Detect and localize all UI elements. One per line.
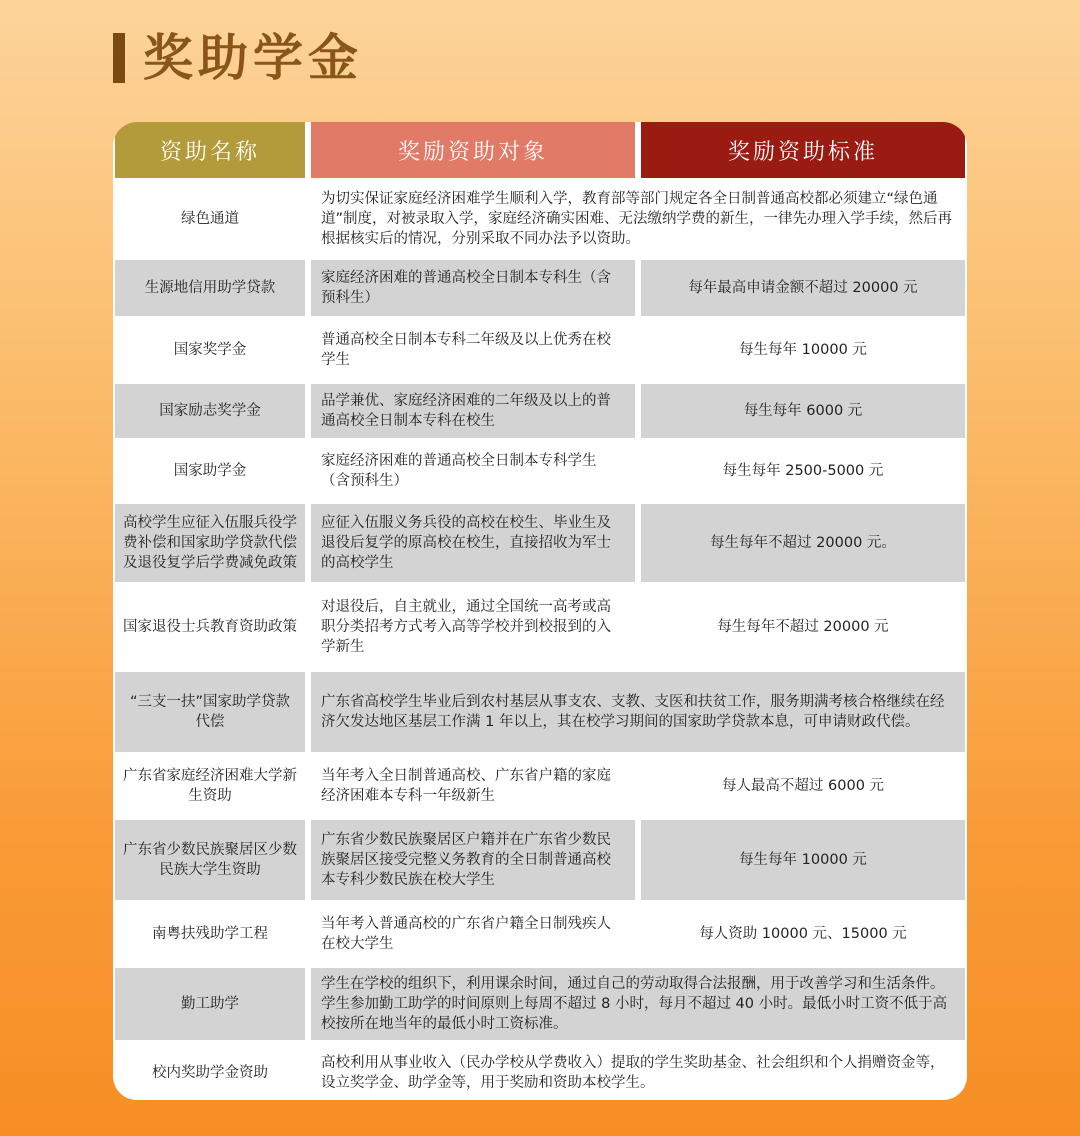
aid-standard-cell: 每生每年 10000 元 <box>641 322 965 378</box>
aid-name-cell: 广东省少数民族聚居区少数民族大学生资助 <box>115 820 305 900</box>
aid-description-cell: 为切实保证家庭经济困难学生顺利入学，教育部等部门规定各全日制普通高校都必须建立“绿色通道”制度，对被录取入学，家庭经济确实困难、无法缴纳学费的新生，一律先办理入学手续，然后再根据核实后的情况，分别采取不同办法予以资助。 <box>311 184 965 254</box>
table-row <box>113 322 967 378</box>
aid-description-cell: 学生在学校的组织下，利用课余时间，通过自己的劳动取得合法报酬，用于改善学习和生活条件。学生参加勤工助学的时间原则上每周不超过 8 小时，每月不超过 40 小时。最低小时工资不低于高校按所在地当年的最低小时工资标准。 <box>311 968 965 1040</box>
table-row <box>113 968 967 1040</box>
table-row <box>113 260 967 316</box>
aid-target-cell: 当年考入普通高校的广东省户籍全日制残疾人在校大学生 <box>311 906 635 962</box>
aid-standard-cell: 每生每年不超过 20000 元 <box>641 588 965 666</box>
aid-standard-cell: 每生每年 10000 元 <box>641 820 965 900</box>
table-row <box>113 1046 967 1100</box>
aid-name-cell: 国家奖学金 <box>115 322 305 378</box>
header-aid-name: 资助名称 <box>115 122 305 178</box>
aid-name-cell: 生源地信用助学贷款 <box>115 260 305 316</box>
aid-name-cell: 国家助学金 <box>115 444 305 498</box>
aid-target-cell: 应征入伍服义务兵役的高校在校生、毕业生及退役后复学的原高校在校生，直接招收为军士的高校学生 <box>311 504 635 582</box>
aid-name-cell: 国家励志奖学金 <box>115 384 305 438</box>
aid-standard-cell: 每人资助 10000 元、15000 元 <box>641 906 965 962</box>
aid-description-cell: 高校利用从事业收入（民办学校从学费收入）提取的学生奖助基金、社会组织和个人捐赠资金等，设立奖学金、助学金等，用于奖励和资助本校学生。 <box>311 1046 965 1100</box>
aid-target-cell: 普通高校全日制本专科二年级及以上优秀在校学生 <box>311 322 635 378</box>
aid-name-cell: “三支一扶”国家助学贷款代偿 <box>115 672 305 752</box>
table-row <box>113 384 967 438</box>
table-row <box>113 504 967 582</box>
aid-name-cell: 国家退役士兵教育资助政策 <box>115 588 305 666</box>
table-row <box>113 588 967 666</box>
aid-table <box>113 122 967 1100</box>
header-aid-standard: 奖励资助标准 <box>641 122 965 178</box>
table-row <box>113 184 967 254</box>
aid-name-cell: 广东省家庭经济困难大学新生资助 <box>115 758 305 814</box>
aid-standard-cell: 每生每年 6000 元 <box>641 384 965 438</box>
aid-name-cell: 校内奖助学金资助 <box>115 1046 305 1100</box>
table-row <box>113 758 967 814</box>
aid-target-cell: 家庭经济困难的普通高校全日制本专科学生（含预科生） <box>311 444 635 498</box>
aid-name-cell: 高校学生应征入伍服兵役学费补偿和国家助学贷款代偿及退役复学后学费减免政策 <box>115 504 305 582</box>
aid-standard-cell: 每生每年不超过 20000 元。 <box>641 504 965 582</box>
aid-target-cell: 对退役后，自主就业，通过全国统一高考或高职分类招考方式考入高等学校并到校报到的入学新生 <box>311 588 635 666</box>
aid-name-cell: 勤工助学 <box>115 968 305 1040</box>
table-row <box>113 906 967 962</box>
aid-target-cell: 品学兼优、家庭经济困难的二年级及以上的普通高校全日制本专科在校生 <box>311 384 635 438</box>
header-aid-target: 奖励资助对象 <box>311 122 635 178</box>
aid-standard-cell: 每生每年 2500-5000 元 <box>641 444 965 498</box>
aid-description-cell: 广东省高校学生毕业后到农村基层从事支农、支教、支医和扶贫工作，服务期满考核合格继续在经济欠发达地区基层工作满 1 年以上，其在校学习期间的国家助学贷款本息，可申请财政代偿。 <box>311 672 965 752</box>
table-row <box>113 820 967 900</box>
aid-name-cell: 南粤扶残助学工程 <box>115 906 305 962</box>
aid-target-cell: 广东省少数民族聚居区户籍并在广东省少数民族聚居区接受完整义务教育的全日制普通高校本专科少数民族在校大学生 <box>311 820 635 900</box>
aid-standard-cell: 每人最高不超过 6000 元 <box>641 758 965 814</box>
aid-name-cell: 绿色通道 <box>115 184 305 254</box>
page-title: 奖助学金 <box>143 29 363 87</box>
aid-target-cell: 家庭经济困难的普通高校全日制本专科生（含预科生） <box>311 260 635 316</box>
aid-standard-cell: 每年最高申请金额不超过 20000 元 <box>641 260 965 316</box>
table-row <box>113 672 967 752</box>
table-row <box>113 444 967 498</box>
title-accent-bar <box>113 33 125 83</box>
aid-target-cell: 当年考入全日制普通高校、广东省户籍的家庭经济困难本专科一年级新生 <box>311 758 635 814</box>
